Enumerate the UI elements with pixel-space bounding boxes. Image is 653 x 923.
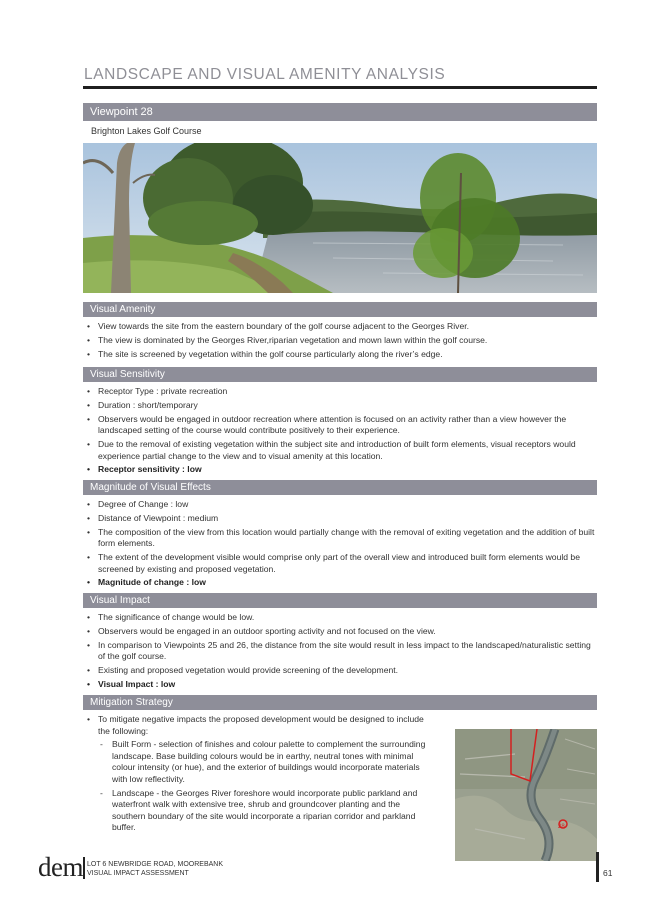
list-item: • The view is dominated by the Georges River,riparian vegetation and mown lawn within the golf course. — [83, 335, 597, 347]
location-map — [455, 729, 597, 861]
mitigation-list — [83, 714, 435, 836]
mitigation-intro: To mitigate negative impacts the proposed development would be designed to include the following: — [98, 714, 424, 736]
list-item: • The significance of change would be low. — [83, 612, 597, 624]
visual-impact-list — [83, 612, 597, 693]
section-heading-mitigation: Mitigation Strategy — [83, 695, 597, 710]
list-item: • Existing and proposed vegetation would provide screening of the development. — [83, 665, 597, 677]
title-rule — [83, 86, 597, 89]
list-item: • Due to the removal of existing vegetation within the subject site and introduction of built form elements, visual receptors would experience partial change to the view and to visual amenity at this location. — [83, 439, 597, 462]
footer-divider — [83, 857, 85, 879]
company-logo: dem — [38, 852, 83, 882]
page-number: 61 — [603, 868, 613, 878]
list-item: • The site is screened by vegetation within the golf course particularly along the river’s edge. — [83, 349, 597, 361]
footer-report-title: VISUAL IMPACT ASSESSMENT — [87, 870, 189, 877]
river-photo-illustration — [83, 143, 597, 293]
page-number-bar — [596, 852, 599, 882]
section-heading-magnitude: Magnitude of Visual Effects — [83, 480, 597, 495]
list-item: • The extent of the development visible would comprise only part of the overall view and introduced built form elements would be screened by existing and proposed vegetation. — [83, 552, 597, 575]
viewpoint-heading: Viewpoint 28 — [83, 103, 597, 121]
viewpoint-subtitle: Brighton Lakes Golf Course — [91, 126, 202, 136]
list-item: - Built Form - selection of finishes and colour palette to complement the surrounding landscape. Base building colours would be in earthy, neutral tones with minimal colour intensity (or hue), and the exterior of buildings would incorporate materials with low reflectivity. — [98, 739, 435, 785]
receptor-sensitivity-summary: • Receptor sensitivity : low — [83, 464, 597, 476]
section-heading-visual-sensitivity: Visual Sensitivity — [83, 367, 597, 382]
list-item: - Landscape - the Georges River foreshore would incorporate public parkland and waterfront walk with extensive tree, shrub and groundcover planting and the southern boundary of the site would incorporate a riparian corridor and parkland buffer. — [98, 788, 435, 834]
list-item: • View towards the site from the eastern boundary of the golf course adjacent to the Georges River. — [83, 321, 597, 333]
section-heading-visual-impact: Visual Impact — [83, 593, 597, 608]
page-title: LANDSCAPE AND VISUAL AMENITY ANALYSIS — [84, 66, 446, 83]
list-item: • Duration : short/temporary — [83, 400, 597, 412]
list-item: • Degree of Change : low — [83, 499, 597, 511]
mitigation-sub-list — [98, 739, 435, 834]
magnitude-list — [83, 499, 597, 591]
visual-sensitivity-list — [83, 386, 597, 478]
list-item: • The composition of the view from this location would partially change with the removal of exiting vegetation and the addition of built form elements. — [83, 527, 597, 550]
footer-project-info — [87, 860, 223, 878]
list-item: • Observers would be engaged in outdoor recreation where attention is focused on an activity rather than a view however the landscaped setting of the course would contribute positively to their experience. — [83, 414, 597, 437]
visual-amenity-list — [83, 321, 597, 362]
list-item: • Distance of Viewpoint : medium — [83, 513, 597, 525]
list-item: • Observers would be engaged in an outdoor sporting activity and not focused on the view. — [83, 626, 597, 638]
viewpoint-marker-label: 28 — [558, 824, 565, 830]
footer-address: LOT 6 NEWBRIDGE ROAD, MOOREBANK — [87, 861, 224, 868]
section-heading-visual-amenity: Visual Amenity — [83, 302, 597, 317]
list-item — [83, 714, 435, 834]
visual-impact-summary: • Visual Impact : low — [83, 679, 597, 691]
list-item: • In comparison to Viewpoints 25 and 26, the distance from the site would result in less impact to the landscaped/naturalistic setting of the golf course. — [83, 640, 597, 663]
viewpoint-photo — [83, 143, 597, 293]
list-item: • Receptor Type : private recreation — [83, 386, 597, 398]
aerial-map-illustration — [455, 729, 597, 861]
magnitude-summary: • Magnitude of change : low — [83, 577, 597, 589]
